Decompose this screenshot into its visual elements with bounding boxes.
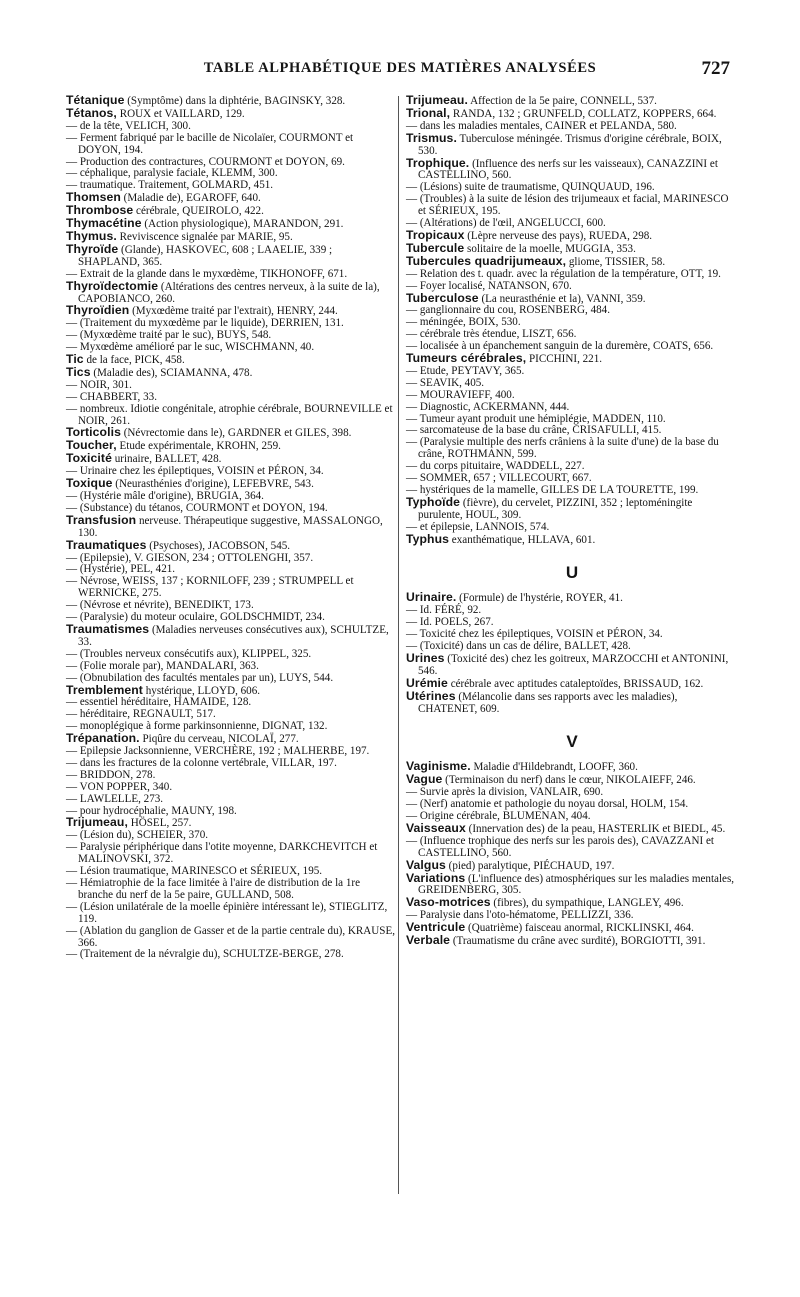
- entry-text: — (Epilepsie), V. GIESON, 234 ; OTTOLENGHI, 357.: [66, 551, 314, 564]
- index-entry: [66, 621, 396, 649]
- entry-text: Affection de la 5e paire, CONNELL, 537.: [467, 95, 657, 107]
- entry-text: — monoplégique à forme parkinsonnienne, DIGNAT, 132.: [66, 720, 328, 733]
- entry-text: — (Lésion unilatérale de la moelle épinière intéressant le), STIEGLITZ, 119.: [66, 900, 388, 925]
- entry-heading: Toucher,: [66, 438, 117, 453]
- index-entry: [406, 522, 738, 534]
- entry-heading: Trophique.: [406, 155, 470, 170]
- entry-text: (Lèpre nerveuse des pays), RUEDA, 298.: [464, 229, 653, 242]
- entry-text: — Ferment fabriqué par le bacille de Nicolaïer, COURMONT et DOYON, 194.: [66, 131, 354, 156]
- entry-text: — Survie après la division, VANLAIR, 690.: [406, 786, 604, 799]
- left-column: [66, 95, 396, 961]
- entry-text: Piqûre du cerveau, NICOLAÏ, 277.: [139, 733, 299, 746]
- entry-text: — NOIR, 301.: [66, 378, 132, 391]
- entry-heading: Tics: [66, 364, 91, 379]
- entry-text: (Quatrième) faisceau anormal, RICKLINSKI, 464.: [465, 922, 694, 935]
- entry-text: (Terminaison du nerf) dans le cœur, NIKOLAIEFF, 246.: [442, 774, 696, 787]
- entry-text: — Paralysie périphérique dans l'otite moyenne, DARKCHEVITCH et MALINOVSKI, 372.: [66, 841, 378, 866]
- entry-text: (Symptôme) dans la diphtérie, BAGINSKY, 328.: [124, 95, 346, 107]
- index-entry: [406, 935, 738, 948]
- entry-text: — Toxicité chez les épileptiques, VOISIN et PÉRON, 34.: [406, 628, 663, 641]
- entry-text: (La neurasthénie et la), VANNI, 359.: [478, 292, 646, 305]
- entry-text: — (Lésions) suite de traumatisme, QUINQUAUD, 196.: [406, 181, 655, 194]
- entry-text: — localisée à un épanchement sanguin de la duremère, COATS, 656.: [406, 340, 714, 353]
- right-column: [406, 95, 738, 948]
- entry-text: — sarcomateuse de la base du crâne, CRISAFULLI, 415.: [406, 424, 662, 437]
- entry-text: — Urinaire chez les épileptiques, VOISIN et PÉRON, 34.: [66, 465, 324, 478]
- entry-text: Tuberculose méningée. Trismus d'origine cérébrale, BOIX, 530.: [418, 132, 722, 157]
- index-entry: [406, 130, 738, 158]
- entry-text: — Paralysie dans l'oto-hématome, PELLIZZI, 336.: [406, 909, 634, 922]
- index-entry: [406, 641, 738, 653]
- entry-text: — Diagnostic, ACKERMANN, 444.: [406, 400, 570, 413]
- entry-heading: Thrombose: [66, 203, 134, 218]
- index-entry: [66, 342, 396, 354]
- index-entry: [406, 494, 738, 522]
- index-entry: [66, 949, 396, 961]
- entry-heading: Transfusion: [66, 512, 137, 527]
- entry-text: (Mélancolie dans ses rapports avec les maladies), CHATENET, 609.: [418, 690, 678, 715]
- entry-text: (Formule) de l'hystérie, ROYER, 41.: [456, 592, 623, 605]
- entry-heading: Trismus.: [406, 130, 457, 145]
- entry-heading: Traumatiques: [66, 537, 147, 552]
- index-entry: [406, 870, 738, 898]
- entry-text: (fibres), du sympathique, LANGLEY, 496.: [490, 897, 684, 910]
- entry-heading: Verbale: [406, 933, 451, 948]
- entry-text: (Maladies nerveuses consécutives aux), SCHULTZE, 33.: [78, 623, 389, 648]
- entry-text: — (Ablation du ganglion de Gasser et de la partie centrale du), KRAUSE, 366.: [66, 924, 396, 949]
- entry-text: ROUX et VAILLARD, 129.: [116, 107, 245, 120]
- entry-heading: Tuberculose: [406, 290, 479, 305]
- entry-heading: Trépanation.: [66, 731, 140, 746]
- index-entry: [406, 922, 738, 935]
- entry-text: — et épilepsie, LANNOIS, 574.: [406, 520, 550, 533]
- entry-text: — BRIDDON, 278.: [66, 768, 156, 781]
- entry-heading: Thymacétine: [66, 216, 142, 231]
- entry-text: (Toxicité des) chez les goitreux, MARZOCCHI et ANTONINI, 546.: [418, 652, 729, 677]
- entry-heading: Urinaire.: [406, 590, 457, 605]
- entry-text: — (Troubles) à la suite de lésion des trijumeaux et facial, MARINESCO et SÉRIEUX, 195.: [406, 193, 729, 218]
- index-entry: [66, 354, 396, 367]
- index-entry: [66, 241, 396, 269]
- entry-text: — (Traitement du myxœdème par le liquide), DERRIEN, 131.: [66, 317, 344, 330]
- entry-text: Etude expérimentale, KROHN, 259.: [116, 440, 281, 453]
- entry-heading: Utérines: [406, 688, 456, 703]
- entry-heading: Typhoïde: [406, 494, 461, 509]
- entry-text: — MOURAVIEFF, 400.: [406, 388, 515, 401]
- entry-text: (Influence des nerfs sur les vaisseaux), CANAZZINI et CASTELLINO, 560.: [418, 157, 718, 182]
- entry-heading: Tétanique: [66, 93, 125, 107]
- entry-text: (Myxœdème traité par l'extrait), HENRY, 244.: [129, 305, 338, 318]
- entry-text: — dans les fractures de la colonne vertébrale, VILLAR, 197.: [66, 756, 337, 769]
- entry-heading: Toxicité: [66, 451, 112, 466]
- entry-text: — (Altérations) de l'œil, ANGELUCCI, 600.: [406, 217, 606, 230]
- entry-heading: Typhus: [406, 531, 450, 546]
- entry-text: — (Folie morale par), MANDALARI, 363.: [66, 659, 259, 672]
- entry-heading: Tétanos,: [66, 105, 117, 120]
- entry-text: — (Paralysie multiple des nerfs crâniens à la suite d'une) de la base du crâne, ROTHMANN, 599.: [406, 436, 719, 461]
- entry-text: — essentiel héréditaire, HAMAIDE, 128.: [66, 696, 252, 709]
- entry-text: (Neurasthénies d'origine), LEFEBVRE, 543.: [112, 478, 314, 491]
- entry-text: — Etude, PEYTAVY, 365.: [406, 364, 525, 377]
- entry-text: PICCHINI, 221.: [526, 353, 603, 366]
- page-header: [70, 58, 730, 82]
- entry-text: cérébrale avec aptitudes cataleptoïdes, BRISSAUD, 162.: [447, 677, 704, 690]
- entry-text: — Lésion traumatique, MARINESCO et SÉRIEUX, 195.: [66, 865, 323, 878]
- entry-text: — SEAVIK, 405.: [406, 376, 485, 389]
- entry-heading: Vaginisme.: [406, 759, 471, 774]
- index-entry: [406, 650, 738, 678]
- entry-heading: Traumatismes: [66, 621, 150, 636]
- entry-text: — Production des contractures, COURMONT et DOYON, 69.: [66, 155, 345, 168]
- entry-text: — Relation des t. quadr. avec la régulation de la température, OTT, 19.: [406, 267, 721, 280]
- entry-text: gliome, TISSIER, 58.: [566, 255, 666, 268]
- entry-text: — (Obnubilation des facultés mentales par un), LUYS, 544.: [66, 671, 334, 684]
- entry-heading: Vague: [406, 772, 443, 787]
- entry-heading: Tremblement: [66, 682, 143, 697]
- entry-heading: Tumeurs cérébrales,: [406, 351, 527, 366]
- running-title: TABLE ALPHABÉTIQUE DES MATIÈRES ANALYSÉES: [203, 60, 597, 76]
- entry-text: (pied) paralytique, PIÉCHAUD, 197.: [445, 859, 615, 872]
- entry-text: (fièvre), du cervelet, PIZZINI, 352 ; leptoméningite purulente, HOUL, 309.: [418, 496, 693, 521]
- index-entry: [66, 466, 396, 478]
- entry-heading: Toxique: [66, 476, 113, 491]
- entry-text: — méningée, BOIX, 530.: [406, 316, 521, 329]
- entry-text: hystérique, LLOYD, 606.: [142, 684, 261, 697]
- entry-heading: Tubercules quadrijumeaux,: [406, 253, 567, 268]
- entry-heading: Tic: [66, 352, 84, 367]
- column-divider: [398, 96, 399, 1194]
- entry-heading: Trional,: [406, 105, 451, 120]
- entry-text: (Altérations des centres nerveux, à la suite de la), CAPOBIANCO, 260.: [78, 280, 380, 305]
- index-entry: [406, 437, 738, 461]
- index-entry: [66, 440, 396, 453]
- entry-text: — Id. POELS, 267.: [406, 616, 494, 629]
- entry-heading: Thyroïde: [66, 241, 119, 256]
- entry-text: — héréditaire, REGNAULT, 517.: [66, 708, 216, 721]
- entry-heading: Trijumeau.: [406, 93, 468, 107]
- entry-text: — LAWLELLE, 273.: [66, 792, 164, 805]
- entry-text: — SOMMER, 657 ; VILLECOURT, 667.: [406, 472, 592, 485]
- entry-text: Maladie d'Hildebrandt, LOOFF, 360.: [470, 761, 638, 774]
- index-entry: [406, 688, 738, 716]
- entry-text: — dans les maladies mentales, CAINER et PELANDA, 580.: [406, 119, 677, 132]
- entry-text: exanthématique, HLLAVA, 601.: [449, 533, 596, 546]
- entry-text: — pour hydrocéphalie, MAUNY, 198.: [66, 804, 237, 817]
- entry-text: — Origine cérébrale, BLUMENAN, 404.: [406, 810, 591, 823]
- entry-text: (Psychoses), JACOBSON, 545.: [146, 539, 291, 552]
- index-entry: [66, 512, 396, 540]
- entry-text: — Foyer localisé, NATANSON, 670.: [406, 279, 572, 292]
- entry-text: (Glande), HASKOVEC, 608 ; LAAELIE, 339 ; SHAPLAND, 365.: [78, 243, 333, 268]
- entry-heading: Vaso-motrices: [406, 895, 491, 910]
- index-entry: [406, 194, 738, 218]
- index-entry: [66, 576, 396, 600]
- index-entry: [406, 531, 738, 547]
- index-entry: [66, 278, 396, 306]
- entry-heading: Ventricule: [406, 920, 466, 935]
- entry-text: — (Hystérie mâle d'origine), BRUGIA, 364.: [66, 490, 264, 502]
- entry-heading: Valgus: [406, 857, 446, 872]
- entry-text: — (Influence trophique des nerfs sur les parois des), CAVAZZANI et CASTELLINO, 560.: [406, 834, 714, 859]
- entry-text: — hystériques de la mamelle, GILLES DE LA TOURETTE, 199.: [406, 484, 699, 496]
- entry-text: — nombreux. Idiotie congénitale, atrophie cérébrale, BOURNEVILLE et NOIR, 261.: [66, 402, 393, 427]
- entry-text: (L'influence des) atmosphériques sur les maladies mentales, GREIDENBERG, 305.: [418, 872, 735, 897]
- entry-text: — de la tête, VELICH, 300.: [66, 119, 191, 132]
- entry-text: HÖSEL, 257.: [127, 817, 192, 830]
- entry-text: — Extrait de la glande dans le myxœdème, TIKHONOFF, 671.: [66, 267, 348, 280]
- entry-heading: Thyroïdectomie: [66, 278, 159, 293]
- entry-text: — du corps pituitaire, WADDELL, 227.: [406, 460, 585, 473]
- entry-text: — (Névrose et névrite), BENEDIKT, 173.: [66, 599, 254, 612]
- entry-text: — (Nerf) anatomie et pathologie du noyau dorsal, HOLM, 154.: [406, 798, 689, 811]
- entry-text: — (Myxœdème traité par le suc), BUYS, 548.: [66, 329, 272, 342]
- entry-text: Reviviscence signalée par MARIE, 95.: [116, 230, 293, 243]
- entry-text: — (Paralysie) du moteur oculaire, GOLDSCHMIDT, 234.: [66, 611, 325, 624]
- entry-text: (Action physiologique), MARANDON, 291.: [141, 218, 344, 231]
- entry-text: (Maladie des), SCIAMANNA, 478.: [90, 366, 253, 379]
- entry-text: de la face, PICK, 458.: [83, 354, 185, 367]
- entry-text: — VON POPPER, 340.: [66, 780, 173, 793]
- entry-text: — (Troubles nerveux consécutifs aux), KLIPPEL, 325.: [66, 647, 312, 660]
- entry-text: (Traumatisme du crâne avec surdité), BORGIOTTI, 391.: [450, 935, 706, 948]
- entry-text: — Hémiatrophie de la face limitée à l'aire de distribution de la 1re branche du nerf de la 5e paire, GULLAND, 508.: [66, 877, 361, 901]
- entry-text: — (Traitement de la névralgie du), SCHULTZE-BERGE, 278.: [66, 948, 344, 961]
- entry-heading: Thomsen: [66, 190, 121, 205]
- entry-text: cérébrale, QUEIROLO, 422.: [133, 205, 264, 218]
- entry-heading: Urémie: [406, 675, 448, 690]
- entry-text: — Id. FÉRÉ, 92.: [406, 604, 482, 617]
- entry-text: — Epilepsie Jacksonnienne, VERCHÈRE, 192 ; MALHERBE, 197.: [66, 745, 370, 758]
- entry-text: — CHABBERT, 33.: [66, 390, 157, 403]
- index-entry: [66, 902, 396, 926]
- entry-heading: Vaisseaux: [406, 820, 466, 835]
- index-entry: [66, 926, 396, 950]
- entry-text: (Maladie de), EGAROFF, 640.: [120, 192, 261, 205]
- page-number: 727: [701, 58, 730, 79]
- entry-text: — céphalique, paralysie faciale, KLEMM, 300.: [66, 167, 278, 180]
- index-entry: [406, 836, 738, 860]
- entry-text: — (Substance) du tétanos, COURMONT et DOYON, 194.: [66, 501, 328, 514]
- entry-text: — Tumeur ayant produit une hémiplégie, MADDEN, 110.: [406, 412, 666, 425]
- entry-heading: Thymus.: [66, 228, 117, 243]
- entry-heading: Tubercule: [406, 240, 465, 255]
- entry-text: — cérébrale très étendue, LISZT, 656.: [406, 328, 577, 341]
- entry-text: — Névrose, WEISS, 137 ; KORNILOFF, 239 ; STRUMPELL et WERNICKE, 275.: [66, 575, 354, 600]
- index-entry: [406, 761, 738, 774]
- index-entry: [66, 404, 396, 428]
- index-entry: [66, 842, 396, 866]
- entry-text: — traumatique. Traitement, GOLMARD, 451.: [66, 179, 274, 192]
- index-entry: [66, 878, 396, 902]
- entry-heading: Trijumeau,: [66, 815, 128, 830]
- entry-heading: Torticolis: [66, 425, 121, 440]
- entry-text: — (Lésion du), SCHEIER, 370.: [66, 829, 209, 842]
- entry-text: — (Toxicité) dans un cas de délire, BALLET, 428.: [406, 640, 631, 653]
- entry-heading: Urines: [406, 650, 445, 665]
- entry-text: nerveuse. Thérapeutique suggestive, MASSALONGO, 130.: [78, 514, 383, 539]
- entry-text: (Névrectomie dans le), GARDNER et GILES, 398.: [120, 427, 352, 440]
- entry-text: (Innervation des) de la peau, HASTERLIK et BIEDL, 45.: [465, 822, 726, 835]
- entry-text: — ganglionnaire du cou, ROSENBERG, 484.: [406, 304, 610, 317]
- index-entry: [66, 133, 396, 157]
- index-entry: [406, 155, 738, 183]
- index-entry: [406, 95, 738, 108]
- entry-text: solitaire de la moelle, MUGGIA, 353.: [464, 242, 636, 255]
- entry-text: RANDA, 132 ; GRUNFELD, COLLATZ, KOPPERS, 664.: [450, 107, 717, 120]
- entry-heading: Variations: [406, 870, 466, 885]
- entry-text: — Myxœdème amélioré par le suc, WISCHMANN, 40.: [66, 341, 315, 354]
- entry-text: — (Hystérie), PEL, 421.: [66, 563, 176, 576]
- entry-heading: Thyroïdien: [66, 303, 130, 318]
- section-letter: U: [565, 562, 579, 582]
- section-letter: V: [566, 731, 578, 751]
- entry-text: urinaire, BALLET, 428.: [111, 453, 222, 466]
- entry-heading: Tropicaux: [406, 227, 465, 242]
